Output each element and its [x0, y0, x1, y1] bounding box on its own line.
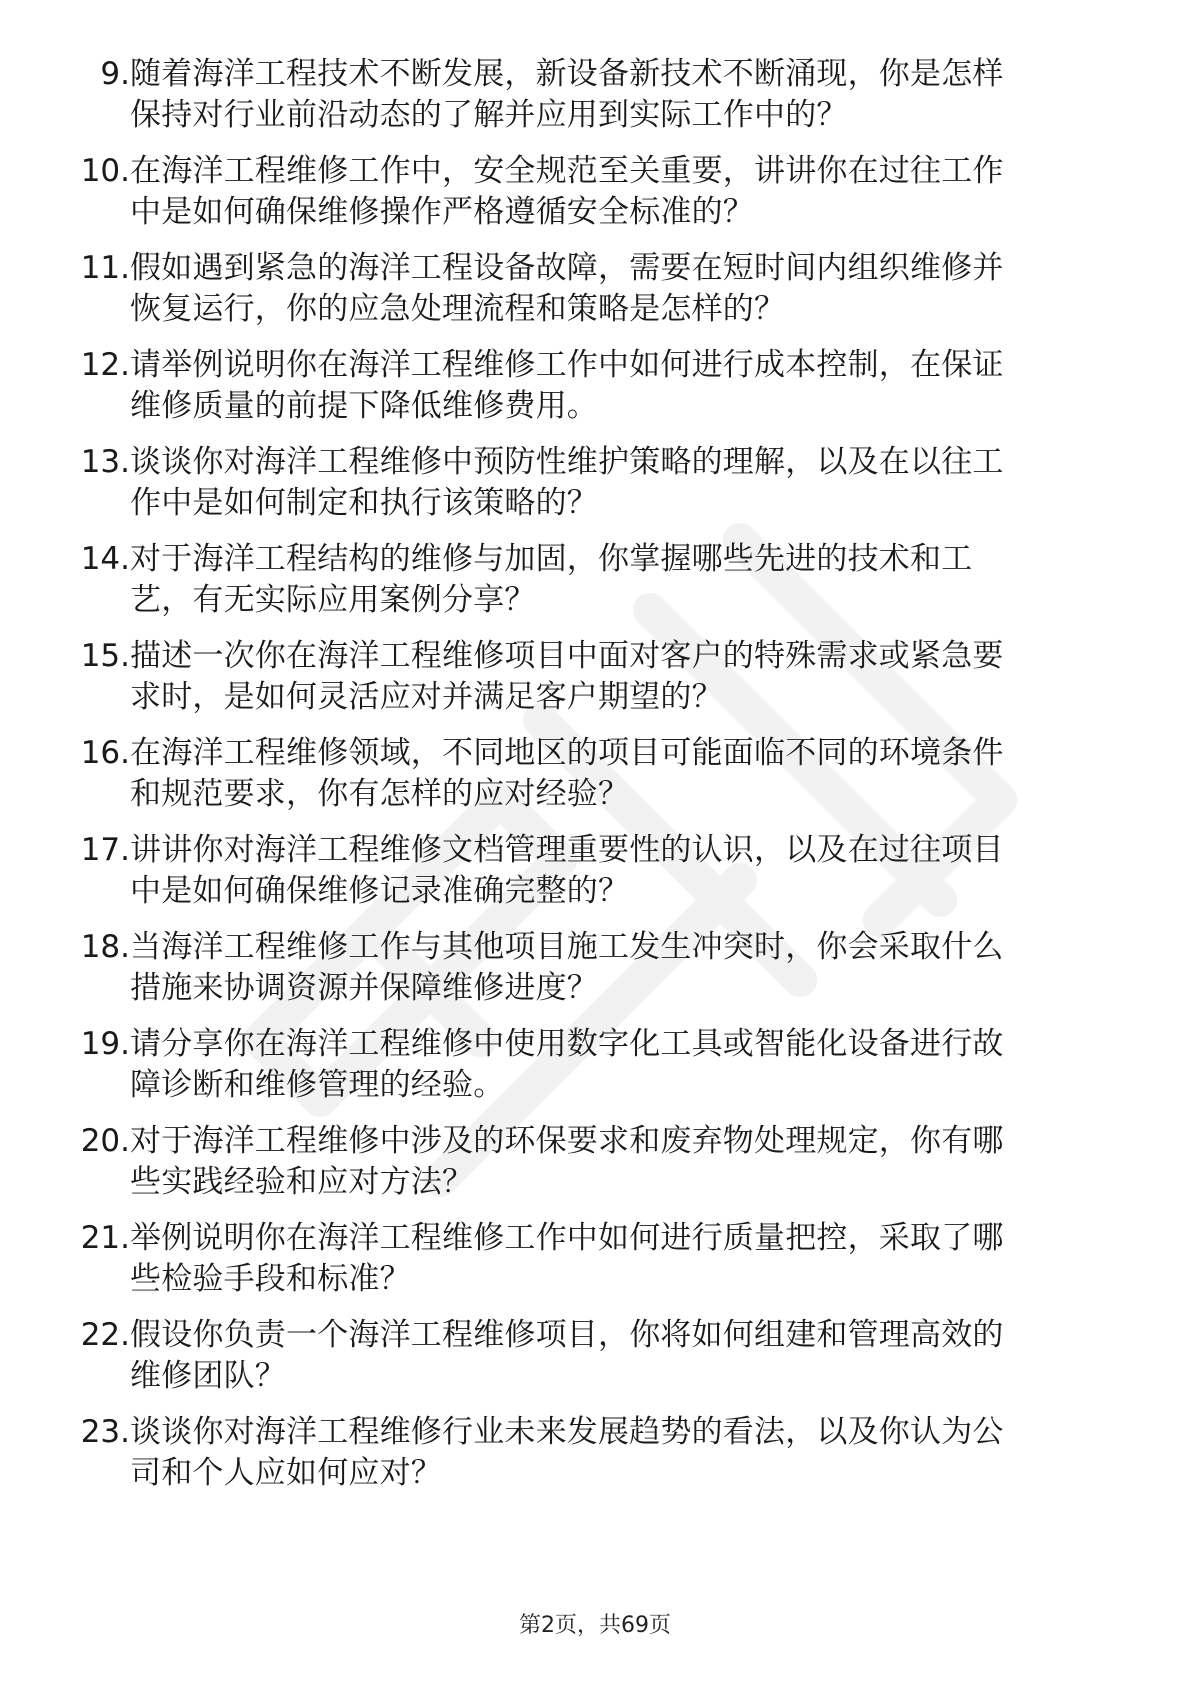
question-item-12: [0, 345, 1190, 442]
question-number: 15.: [80, 638, 130, 674]
question-item-10: [0, 151, 1190, 248]
question-item-9: [0, 54, 1190, 151]
question-line: 障诊断和维修管理的经验。: [130, 1067, 505, 1103]
question-line: 中是如何确保维修记录准确完整的？: [130, 873, 630, 909]
question-line: 中是如何确保维修操作严格遵循安全标准的？: [130, 194, 754, 230]
question-text: [130, 1218, 1130, 1300]
question-text: [130, 54, 1130, 136]
question-line: 在海洋工程维修领域，不同地区的项目可能面临不同的环境条件: [130, 735, 1004, 771]
question-number: 23.: [80, 1414, 130, 1450]
question-line: 恢复运行，你的应急处理流程和策略是怎样的？: [130, 291, 786, 327]
question-line: 司和个人应如何应对？: [130, 1455, 442, 1491]
question-number: 20.: [80, 1123, 130, 1159]
question-text: [130, 830, 1130, 912]
page-footer: [0, 1612, 1190, 1640]
question-line: 措施来协调资源并保障维修进度？: [130, 970, 598, 1006]
question-item-19: [0, 1024, 1190, 1121]
question-line: 假设你负责一个海洋工程维修项目，你将如何组建和管理高效的: [130, 1317, 1004, 1353]
question-line: 维修团队？: [130, 1358, 286, 1394]
question-text: [130, 442, 1130, 524]
question-number: 18.: [80, 929, 130, 965]
question-number: 9.: [100, 56, 130, 92]
question-number: 21.: [80, 1220, 130, 1256]
question-line: 艺，有无实际应用案例分享？: [130, 582, 536, 618]
page-number-label: 第2页，共69页: [519, 1613, 671, 1638]
question-number: 13.: [80, 444, 130, 480]
question-line: 些检验手段和标准？: [130, 1261, 411, 1297]
question-number: 10.: [80, 153, 130, 189]
question-text: [130, 1412, 1130, 1494]
question-number: 11.: [80, 250, 130, 286]
question-item-15: [0, 636, 1190, 733]
question-line: 举例说明你在海洋工程维修工作中如何进行质量把控，采取了哪: [130, 1220, 1004, 1256]
question-line: 求时，是如何灵活应对并满足客户期望的？: [130, 679, 723, 715]
question-item-11: [0, 248, 1190, 345]
question-text: [130, 733, 1130, 815]
question-item-20: [0, 1121, 1190, 1218]
question-text: [130, 151, 1130, 233]
question-line: 对于海洋工程维修中涉及的环保要求和废弃物处理规定，你有哪: [130, 1123, 1004, 1159]
question-number: 19.: [80, 1026, 130, 1062]
question-line: 些实践经验和应对方法？: [130, 1164, 474, 1200]
question-text: [130, 248, 1130, 330]
question-line: 谈谈你对海洋工程维修中预防性维护策略的理解，以及在以往工: [130, 444, 1004, 480]
question-line: 维修质量的前提下降低维修费用。: [130, 388, 598, 424]
question-line: 假如遇到紧急的海洋工程设备故障，需要在短时间内组织维修并: [130, 250, 1004, 286]
question-line: 当海洋工程维修工作与其他项目施工发生冲突时，你会采取什么: [130, 929, 1004, 965]
question-line: 对于海洋工程结构的维修与加固，你掌握哪些先进的技术和工: [130, 541, 973, 577]
question-line: 请举例说明你在海洋工程维修工作中如何进行成本控制，在保证: [130, 347, 1004, 383]
question-text: [130, 539, 1130, 621]
question-line: 作中是如何制定和执行该策略的？: [130, 485, 598, 521]
question-line: 和规范要求，你有怎样的应对经验？: [130, 776, 630, 812]
question-number: 22.: [80, 1317, 130, 1353]
question-line: 讲讲你对海洋工程维修文档管理重要性的认识，以及在过往项目: [130, 832, 1004, 868]
question-text: [130, 1024, 1130, 1106]
question-item-22: [0, 1315, 1190, 1412]
question-line: 保持对行业前沿动态的了解并应用到实际工作中的？: [130, 97, 848, 133]
question-item-16: [0, 733, 1190, 830]
question-line: 描述一次你在海洋工程维修项目中面对客户的特殊需求或紧急要: [130, 638, 1004, 674]
question-number: 17.: [80, 832, 130, 868]
question-item-23: [0, 1412, 1190, 1509]
question-number: 16.: [80, 735, 130, 771]
question-list: [0, 54, 1190, 1509]
question-item-14: [0, 539, 1190, 636]
question-text: [130, 636, 1130, 718]
question-line: 随着海洋工程技术不断发展，新设备新技术不断涌现，你是怎样: [130, 56, 1004, 92]
question-number: 12.: [80, 347, 130, 383]
question-text: [130, 1315, 1130, 1397]
question-text: [130, 345, 1130, 427]
question-number: 14.: [80, 541, 130, 577]
question-line: 在海洋工程维修工作中，安全规范至关重要，讲讲你在过往工作: [130, 153, 1004, 189]
question-line: 谈谈你对海洋工程维修行业未来发展趋势的看法，以及你认为公: [130, 1414, 1004, 1450]
question-item-17: [0, 830, 1190, 927]
question-line: 请分享你在海洋工程维修中使用数字化工具或智能化设备进行故: [130, 1026, 1004, 1062]
question-item-13: [0, 442, 1190, 539]
question-text: [130, 927, 1130, 1009]
question-item-21: [0, 1218, 1190, 1315]
question-text: [130, 1121, 1130, 1203]
question-item-18: [0, 927, 1190, 1024]
